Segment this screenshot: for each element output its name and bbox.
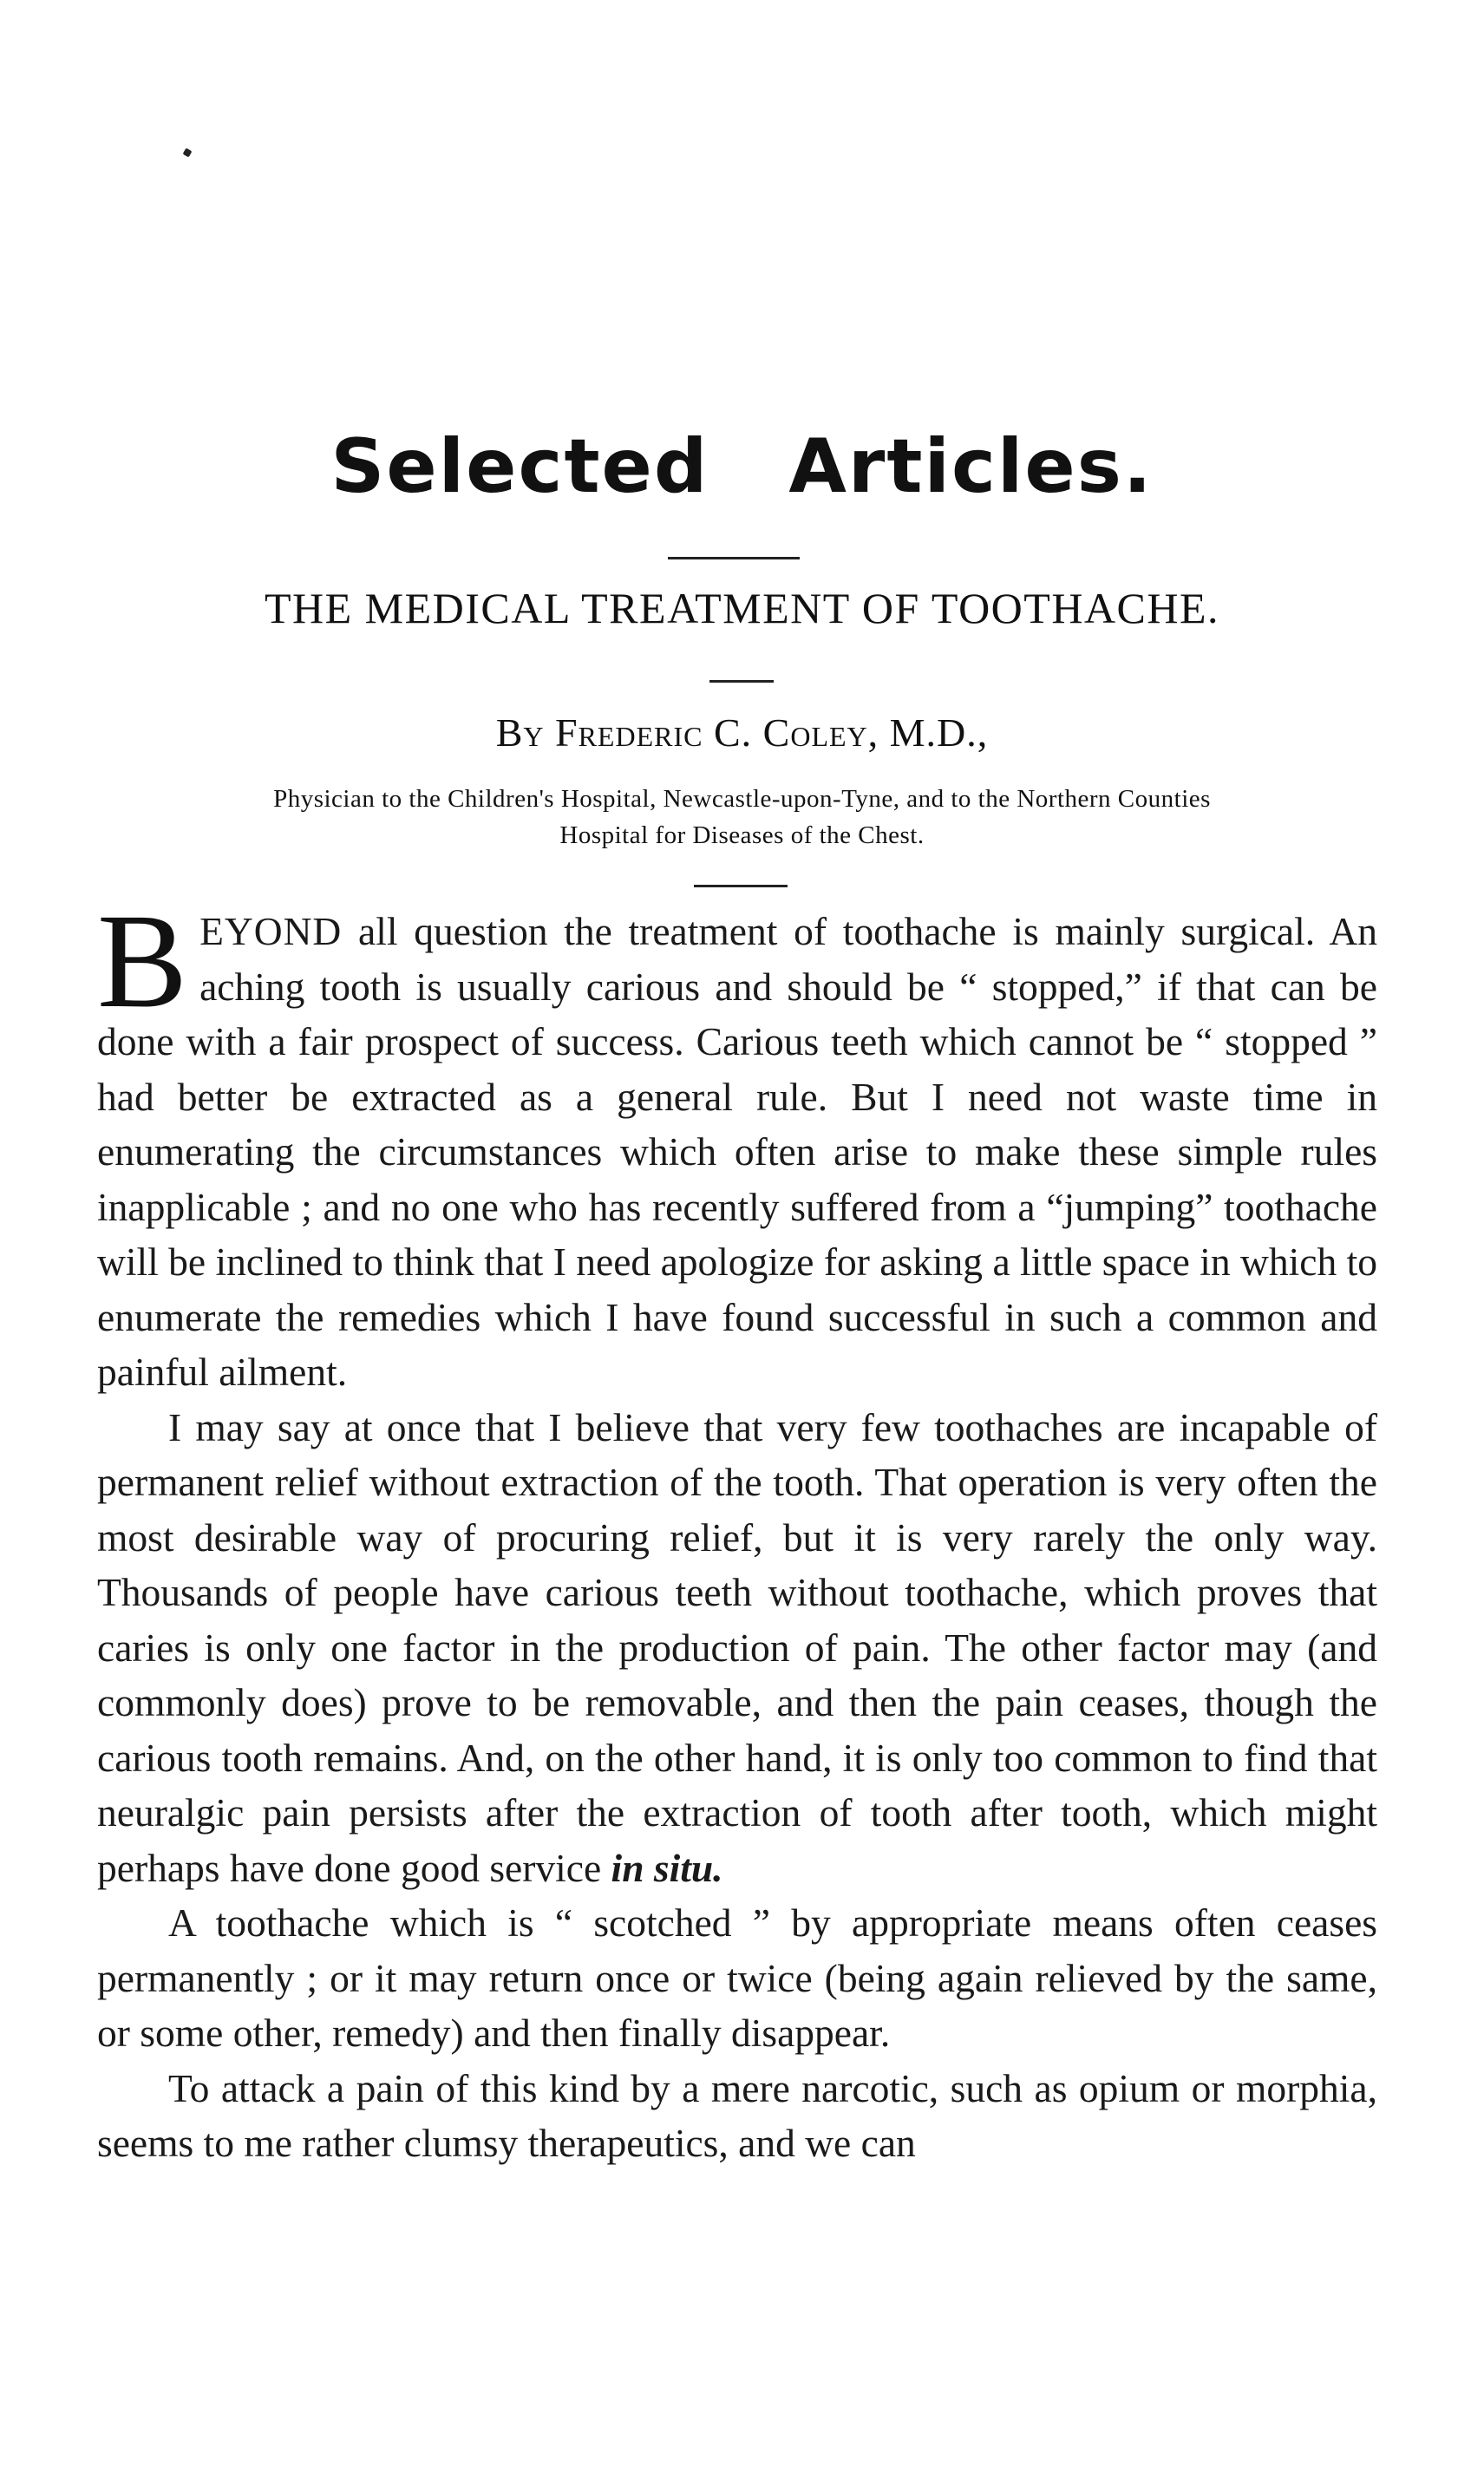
paragraph-text: all question the treatment of toothache is mainly surgical. An aching tooth is usually carious and should be “ stopped,” if that can be done with a fair prospect of success. Carious teeth which cannot be “ stopped ” had better be extracted as a general rule. But I need not waste time in enumerating the circumstances which often arise to make these simple rules inapplicable ; and no one who has recently suffered from a “jumping” toothache will be inclined to think that I need apologize for asking a little space in which to enumerate the remedies which I have found successful in such a common and painful ailment. [97,909,1377,1394]
affiliation-line: Physician to the Children's Hospital, Newcastle-upon-Tyne, and to the Northern Counties [273,785,1211,813]
divider-rule [709,680,774,683]
divider-rule [668,557,800,559]
italic-phrase: in situ. [611,1845,723,1890]
section-heading: Selected Articles. [330,423,1154,510]
paragraph [97,1400,1377,1896]
paragraph: To attack a pain of this kind by a mere narcotic, such as opium or morphia, seems to me rather clumsy therapeutics, and we can [97,2065,1377,2165]
paragraph-text: I may say at once that I believe that very few toothaches are incapable of permanent relief without extraction of the tooth. That operation is very often the most desirable way of procuring relief, but it is very rarely the only way. Thousands of people have carious teeth without toothache, which proves that caries is only one factor in the production of pain. The other factor may (and commonly does) prove to be removable, and then the pain ceases, though the carious tooth remains. And, on the other hand, it is only too common to find that neuralgic pain persists after the extraction of tooth after tooth, which might perhaps have done good service [97,1404,1377,1890]
article-body [97,886,1377,2171]
paragraph [97,886,1377,1400]
divider-rule [694,885,788,887]
drop-cap: B [97,886,188,1036]
print-speck [183,148,193,158]
affiliation-line: Hospital for Diseases of the Chest. [559,821,925,849]
author-affiliation [113,781,1371,854]
author-byline: By Frederic C. Coley, M.D., [495,710,989,755]
article-title: THE MEDICAL TREATMENT OF TOOTHACHE. [264,584,1220,632]
opening-word: EYOND [199,909,343,953]
paragraph: A toothache which is “ scotched ” by appropriate means often ceases permanently ; or it may return once or twice (being again relieved by the same, or some other, remedy) and then finally disappear. [97,1900,1377,2055]
